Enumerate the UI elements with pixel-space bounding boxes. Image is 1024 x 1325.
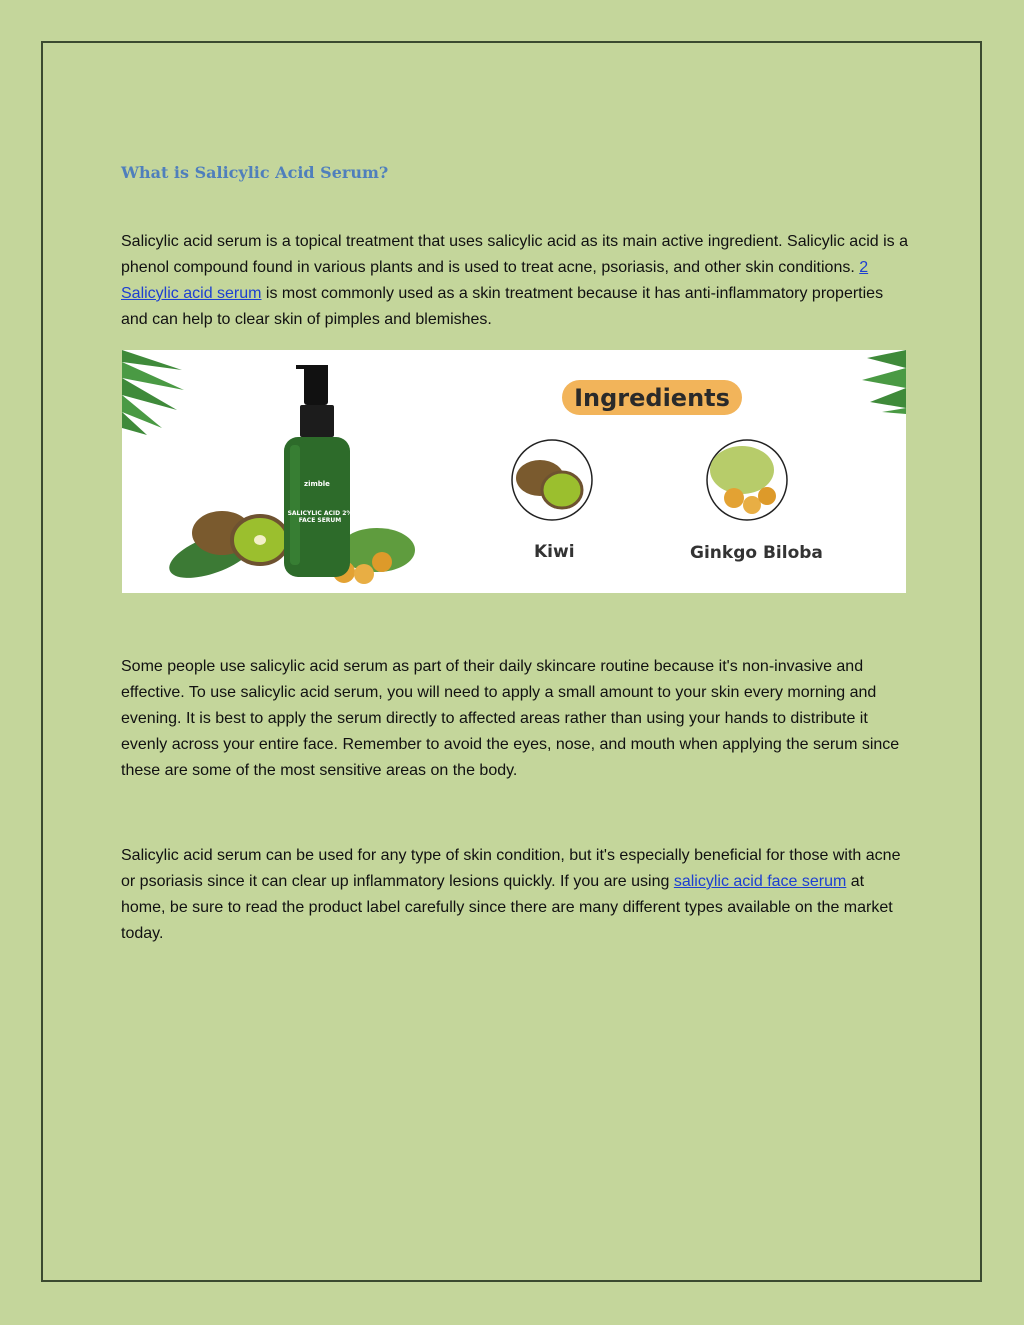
article-heading: What is Salicylic Acid Serum?: [121, 163, 389, 182]
condition-text-end: at home, be sure to read the product label carefully since there are many different types available on the market today.: [121, 873, 893, 942]
intro-text-end: is most commonly used as a skin treatment because it has anti-inflammatory properties and can help to clear skin of pimples and blemishes.: [121, 285, 884, 328]
serum-bottle-icon: [284, 365, 350, 577]
bottle-label-line1: SALICYLIC ACID 2%: [287, 510, 353, 517]
kiwi-label: Kiwi: [534, 542, 575, 562]
intro-text-start: Salicylic acid serum is a topical treatment that uses salicylic acid as its main active ingredient. Salicylic acid is a phenol compound found in various plants and is used to treat acne, psoriasis, and other skin conditions.: [121, 233, 908, 276]
intro-paragraph: [121, 229, 911, 333]
salicylic-serum-link[interactable]: 2 Salicylic acid serum: [121, 259, 869, 302]
ingredients-banner-image: [122, 350, 906, 593]
ginkgo-label: Ginkgo Biloba: [690, 543, 823, 563]
condition-text-start: Salicylic acid serum can be used for any type of skin condition, but it's especially beneficial for those with acne or psoriasis since it can clear up inflammatory lesions quickly. If you are using: [121, 847, 901, 890]
palm-leaf-right-icon: [862, 350, 906, 414]
bottle-label: [282, 510, 358, 524]
bottle-brand-text: zimble: [304, 480, 330, 488]
condition-paragraph: [121, 843, 911, 947]
usage-paragraph: Some people use salicylic acid serum as part of their daily skincare routine because it's non-invasive and effective. To use salicylic acid serum, you will need to apply a small amount to your skin every morning and evening. It is best to apply the serum directly to affected areas rather than using your hands to distribute it evenly across your entire face. Remember to avoid the eyes, nose, and mouth when applying the serum since these are some of the most sensitive areas on the body.: [121, 658, 900, 779]
palm-leaf-left-icon: [122, 350, 184, 435]
ingredients-pill: Ingredients: [562, 380, 742, 415]
bottle-label-line2: FACE SERUM: [298, 517, 342, 524]
salicylic-face-serum-link[interactable]: salicylic acid face serum: [673, 873, 847, 890]
